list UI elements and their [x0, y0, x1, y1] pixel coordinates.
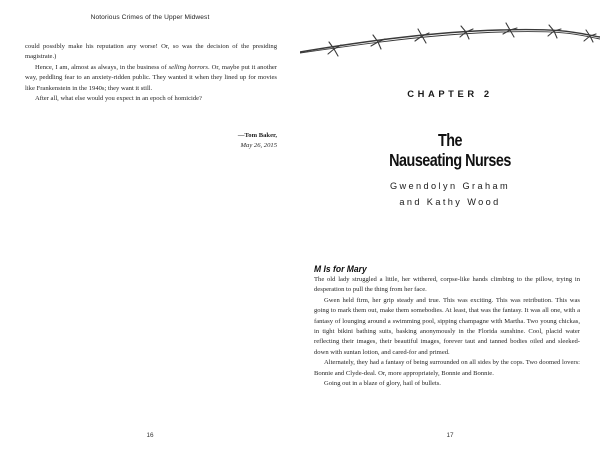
page-number-right: 17	[446, 432, 454, 439]
signature-name: —Tom Baker,	[237, 132, 277, 139]
signature-block	[150, 131, 277, 152]
text-run: could possibly make his reputation any worse! Or, so was the decision of the presiding magistrate.)	[25, 43, 277, 61]
chapter-author-line-1: Gwendolyn Graham	[389, 181, 511, 191]
paragraph	[314, 358, 580, 379]
chapter-title	[327, 131, 573, 170]
paragraph	[25, 63, 277, 94]
text-run: Alternately, they had a fantasy of being surrounded on all sides by the cops. Two doomed lovers: Bonnie and Clyde-deal. Or, more appropriately, Bonnie and Bonnie.	[314, 359, 580, 377]
text-run: The old lady struggled a little, her withered, corpse-like hands climbing to the pillow, trying in desperation to pull the thing from her face.	[314, 276, 580, 294]
paragraph	[25, 94, 277, 104]
paragraph	[314, 275, 580, 296]
text-run: Hence, I am, almost as always, in the business of	[35, 63, 169, 71]
chapter-title-line-1: The	[437, 130, 463, 150]
signature-date: May 26, 2015	[240, 142, 277, 150]
chapter-author-line-2: and Kathy Wood	[399, 197, 501, 207]
paragraph	[314, 296, 580, 358]
text-run: Gwen held firm, her grip steady and true. This was exciting. This was retribution. This was going to mark them out, make them somebodies. At least, that was the fantasy. It was all one, with a fantasy of lounging around a swimming pool, sipping champagne with Martha. Two young chickas, in tight bikini bathing suits, basking anonymously in the Florida sunshine. Cool, placid water reflecting their images, their beautiful images, forever taut and tanned bodies oiled and sleeked-down with suntan lotion, and cared-for and primed.	[314, 296, 580, 356]
paragraph	[25, 42, 277, 63]
text-run: After all, what else would you expect in an epoch of homicide?	[35, 95, 202, 103]
chapter-title-line-2: Nauseating Nurses	[389, 149, 511, 170]
right-body-text	[314, 275, 580, 389]
right-page	[300, 0, 600, 450]
section-heading: M Is for Mary	[314, 264, 367, 275]
page-number-left: 16	[146, 432, 154, 439]
chapter-label: CHAPTER 2	[407, 88, 493, 99]
running-head: Notorious Crimes of the Upper Midwest	[90, 14, 210, 21]
paragraph	[314, 379, 580, 389]
text-run: Going out in a blaze of glory, hail of bullets.	[324, 380, 441, 388]
emphasized-text: selling horrors	[168, 63, 208, 71]
text-run: . Or, maybe put it another way, peddling fear to an anxiety-ridden public. They wanted it when they lined up for movies like Frankenstein in the 1940s; they want it still.	[25, 63, 277, 92]
left-body-text	[25, 42, 277, 104]
barbed-wire-decoration	[300, 20, 600, 60]
